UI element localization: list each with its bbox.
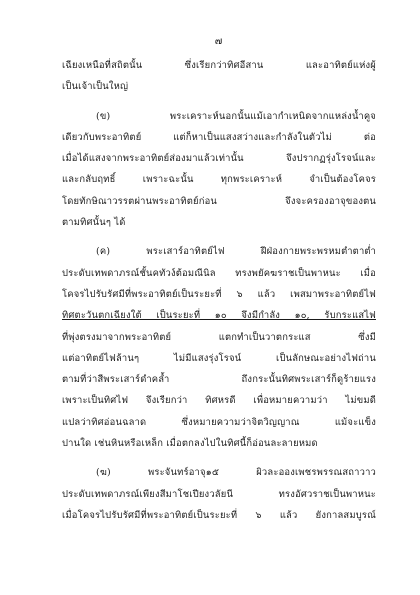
text-line-underlined: ทิศตะวันตกเฉียงใต้ เป็นระยะที่ ๑๐ จึงมีกำลัง ๑๐, รับกระแสไฟ	[62, 310, 376, 322]
text-line: (ค) พระเสาร์อาทิตย์ไฟ ฝีฝ่องกายพระพรหมตำตาต่ำ	[96, 246, 376, 258]
text-line: (ฆ) พระจันทร์อาจุ๑๕ ผิวละอองเพชรพรรณสถาวาว	[96, 467, 376, 479]
text-line: (ข) พระเคราะห์นอกนั้นแม้เอากำเหนิดจากแหล่งน้ำคูจ	[96, 110, 376, 122]
text-line: เพราะเป็นทิศไฟ จึงเรียกว่า ทิศหรดี เพื่อหมายความว่า ไม่ขมดี	[62, 395, 376, 407]
page-number: ๗	[214, 36, 224, 47]
text-line: ตามทิศนั้นๆ ได้	[62, 217, 126, 229]
text-line: ปานใด เช่นหินหรือเหล็ก เมื่อตกลงไปในทิศนี้ก็อ่อนละลายหมด	[62, 438, 318, 450]
text-line: ประดับเทพดาภรณ์เพียงสีมาโชเปียงวลัยนี ทรงอัศวราชเป็นพาหนะ	[62, 488, 376, 500]
text-line: เมื่อโคจรไปรับรัศมีที่พระอาทิตย์เป็นระยะที่ ๖ แล้ว ยังกาลสมบูรณ์	[62, 509, 376, 521]
text-line: โดยทักษิณาวรรตผ่านพระอาทิตย์ก่อน จึงจะครองอาจุของตน	[62, 195, 376, 207]
text-line: โคจรไปรับรัศมีที่พระอาทิตย์เป็นระยะที่ ๖ แล้ว เพสมาพระอาทิตย์ไฟ	[62, 288, 376, 300]
text-line: และกลับฤทธิ์ เพราะฉะนั้น ทุกพระเคราะห์ จำเป็นต้องโคจร	[62, 174, 376, 186]
text-line: แปลว่าทิศอ่อนฉลาด ซึ่งหมายความว่าจิตวิญญาณ แม้จะแข็ง	[62, 416, 376, 428]
text-line: ประดับเทพดาภรณ์ชั้นคทัวง์ต้อมณีนิล ทรงพยัคฆราชเป็นพาหนะ เมื่อ	[62, 267, 376, 279]
text-line: ที่พุ่งตรงมาจากพระอาทิตย์ แตกทำเป็นวาตกระแส ซึ่งมี	[62, 331, 376, 343]
text-line: เฉียงเหนือที่สถิตนั้น ซึ่งเรียกว่าทิศอีสาน และอาทิตย์แห่งผู้	[62, 60, 376, 71]
text-line: เมื่อได้แสงจากพระอาทิตย์ส่องมาแล้วเท่านั้น จึงปรากฏรุ่งโรจน์และ	[62, 153, 376, 165]
text-line: แต่อาทิตย์ไฟล้านๆ ไม่มีแสงรุ่งโรจน์ เป็นลักษณะอย่างไฟถ่าน	[62, 352, 376, 364]
text-line: ตามที่ว่าสีพระเสาร์ดำคล้ำ ถึงกระนั้นทิศพระเสาร์ก็ดูร้ายแรง	[62, 374, 376, 386]
text-line: เป็นเจ้าเป็นใหญ่	[62, 81, 129, 93]
text-line: เดียวกับพระอาทิตย์ แต่ก็หาเป็นแสงสว่างและกำลังในตัวไม่ ต่อ	[62, 131, 376, 143]
